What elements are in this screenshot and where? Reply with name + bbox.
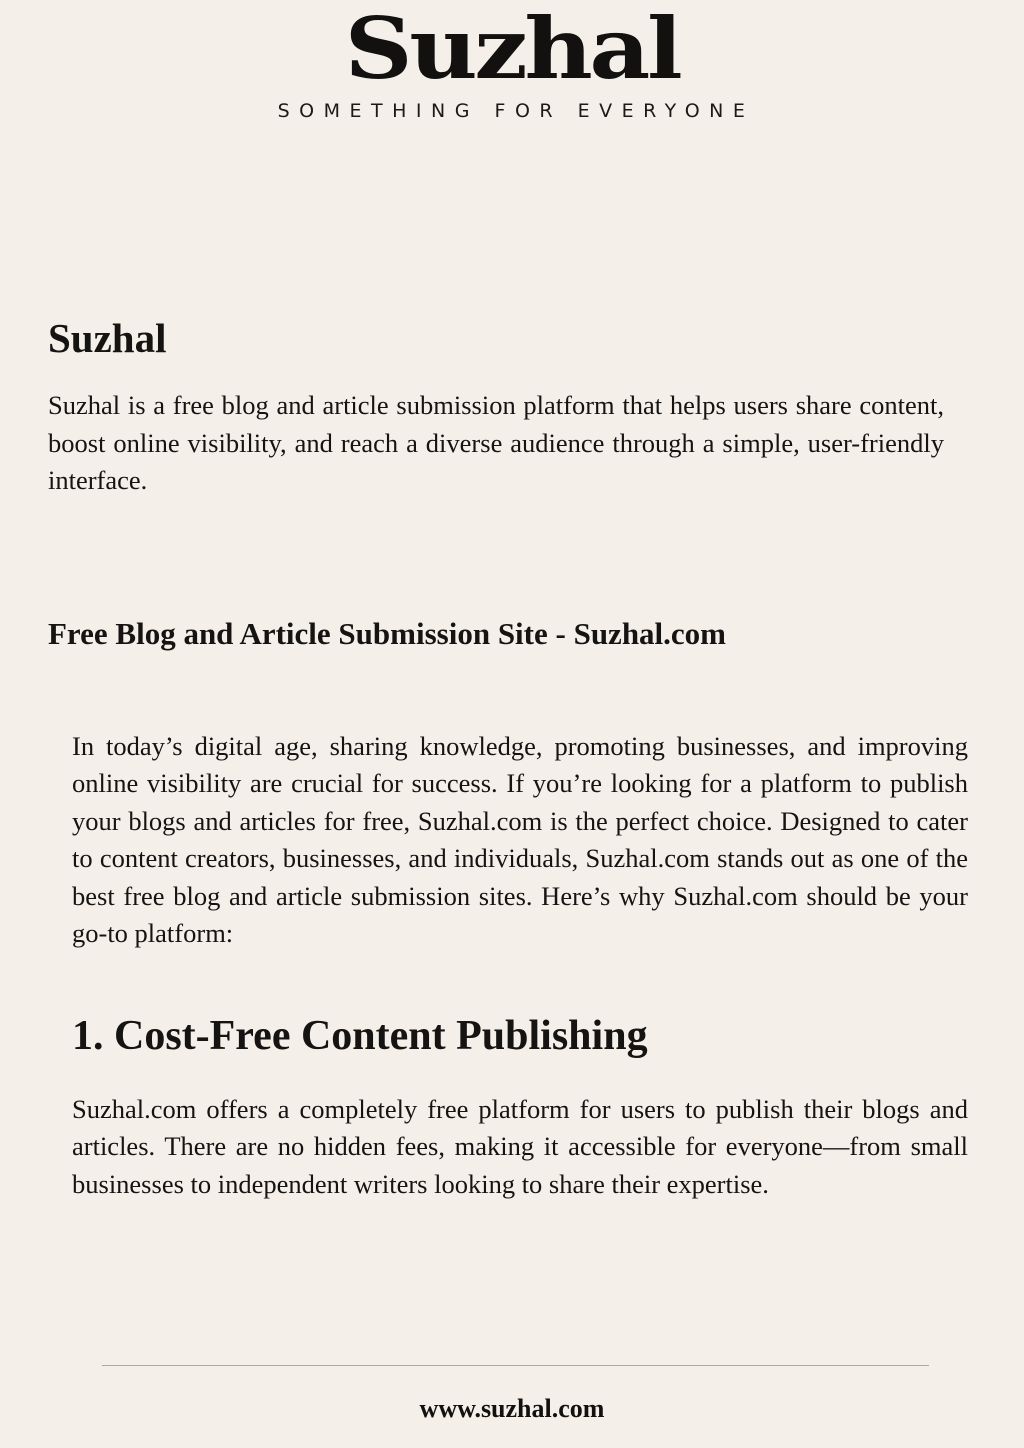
footer-divider	[102, 1365, 929, 1366]
article-title: Free Blog and Article Submission Site - Suzhal.com	[48, 616, 727, 651]
brand-tagline: SOMETHING FOR EVERYONE	[277, 100, 755, 122]
section-heading: 1. Cost-Free Content Publishing	[72, 1013, 648, 1059]
footer-url: www.suzhal.com	[419, 1394, 605, 1423]
brand-logo: Suzhal	[344, 0, 680, 98]
article-paragraph-2: Suzhal.com offers a completely free platform for users to publish their blogs and articles. There are no hidden fees, making it accessible for everyone—from small businesses to independent writers looking to share their expertise.	[72, 1094, 968, 1199]
article-paragraph-1: In today’s digital age, sharing knowledge, promoting businesses, and improving online visibility are crucial for success. If you’re looking for a platform to publish your blogs and articles for free, Suzhal.com is the perfect choice. Designed to cater to content creators, businesses, and individuals, Suzhal.com stands out as one of the best free blog and article submission sites. Here’s why Suzhal.com should be your go-to platform:	[72, 731, 968, 949]
intro-paragraph: Suzhal is a free blog and article submission platform that helps users share content, boost online visibility, and reach a diverse audience through a simple, user-friendly interface.	[48, 390, 944, 495]
intro-heading: Suzhal	[48, 315, 167, 361]
